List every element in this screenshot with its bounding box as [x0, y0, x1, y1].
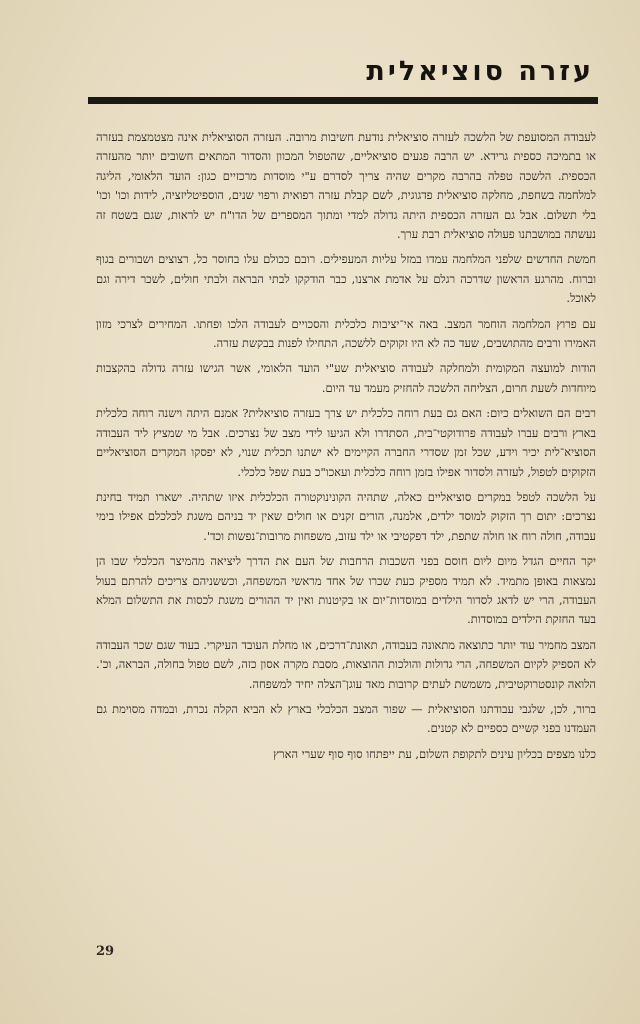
- title-rule: [88, 97, 598, 104]
- page-title: עזרה סוציאלית: [366, 56, 594, 87]
- paragraph-8: המצב מחמיר עוד יותר כתוצאה מתאונה בעבודה, תאונת־דרכים, או מחלת העובד העיקרי. בעוד שגם שכר העבודה לא הספיק לקיום המשפחה, הרי גדולות והולכות ההוצאות, מסבת מקרה אסון כזה, לשם טפול בחולה, הבראה, וכ'. הלואה קונסטרוקטיבית, משמשת לעתים קרובות מאד עוגן־הצלה יחיד למשפחה.: [96, 637, 596, 691]
- paragraph-2: חמשת החדשים שלפני המלחמה עמדו במזל עליות המעפילים. רובם ככולם עלו בחוסר כל, רצוצים ושבורים בגוף וברוח. מהרגע הראשון שדרכה רגלם על אדמת ארצנו, כבר הודקקו לבתי הבראה ולבתי חולים, לשכר דירה וגם לאוכל.: [96, 252, 596, 306]
- paragraph-7: יקר החיים הגדל מיום ליום חוסם בפני השכבות הרחבות של העם את הדרך ליציאה מהמיצר הכלכלי שבו הן נמצאות באופן מתמיד. לא תמיד מספיק כעת שכרו של אחד מראשי המשפחה, וכששניהם צריכים להרתם בעול העבודה, הרי יש לדאג לסדור הילדים במוסדות־יום או בקיטנות ואין יד ההורים משגת לכסות את התשלום המלא בעד החזקת הילדים במוסדות.: [96, 554, 596, 627]
- paragraph-3: עם פרוץ המלחמה הוחמר המצב. באה אי־יציבות כלכלית והסכויים לעבודה הלכו ופחתו. המחירים לצרכי מזון האמירו ורבים מהתושבים, שעד כה לא היו זקוקים ללשכה, התחילו לפנות בבקשת עזרה.: [96, 316, 596, 351]
- paragraph-1: לעבודה המסועפת של הלשכה לעזרה סוציאלית נודעת חשיבות מרובה. העזרה הסוציאלית אינה מצטמצמת בעזרה או בתמיכה כספית גרידא. יש הרבה פגעים סוציאליים, שהטפול המכוון והסדור המתאים חשובים יותר מהעזרה הכספית. הלשכה טפלה בהרבה מקרים שהיה צריך לסדרם ע"י מוסדות מרכזיים כגון: הועד הלאומי, הליגה למלחמה בשחפת, מחלקה סוציאלית פדגוגית, לשם קבלת עזרה רפואית ורפוי שנים, הוספיטליזציה, לידות וכו' וכו' בלי תשלום. אבל גם העזרה הכספית היתה גדולה למדי ומתוך המספרים של הדו"ח יש לראות, שגם בשטח זה נעשתה במושבתנו פעולה סוציאלית רבת ערך.: [96, 130, 596, 242]
- page-number: 29: [96, 944, 115, 959]
- article-body: [96, 128, 596, 770]
- paragraph-4: הודות למועצה המקומית ולמחלקה לעבודה סוציאלית שע"י הועד הלאומי, אשר הגישו עזרה גדולה בהקצבות מיוחדות לשעת חרום, הצליחה הלשכה להחזיק מעמד עד היום.: [96, 361, 596, 395]
- paragraph-9: ברור, לכן, שלגבי עבודתנו הסוציאלית — שפור המצב הכלכלי בארץ לא הביא הקלה נכרת, ובמדה מסוימת גם העמדנו בפני קשיים כספיים לא קטנים.: [96, 701, 596, 736]
- paragraph-5: רבים הם השואלים כיום: האם גם בעת רוחה כלכלית יש צרך בעזרה סוציאלית? אמנם היתה וישנה רוחה כלכלית בארץ ורבים עברו לעבודה פרודוקטי־בית, הסתדרו ולא הגיעו לידי מצב של נצרכים. אבל מי שמציץ ליד העבודה הסוציא־לית יכיר וידע, שכל זמן שסדרי החברה הקיימים לא ישתנו תכלית שנוי, לא יפסקו המקרים הסוציאליים הזקוקים לטפול, לעזרה ולסדור אפילו בזמן רוחה כלכלית ועאכו"כ בעת שפל כלכלי.: [96, 406, 596, 479]
- paragraph-6: על הלשכה לטפל במקרים סוציאליים כאלה, שתהיה הקונינוקטורה הכלכלית איזו שתהיה. ישארו תמיד בחינת נצרכים: יתום רך הזקוק למוסד ילדים, אלמנה, הורים זקנים או חולים שאין יד בניהם משגת לכלכלם אפילו בימי עבודה, חולה רוח או חולה שתפת, ילד דפקטיבי או ילד עזוב, משפחות מרובות־נפשות וכד'.: [96, 489, 596, 543]
- paragraph-10: כלנו מצפים בכליון עינים לתקופת השלום, עת ייפתחו סוף סוף שערי הארץ: [273, 746, 596, 761]
